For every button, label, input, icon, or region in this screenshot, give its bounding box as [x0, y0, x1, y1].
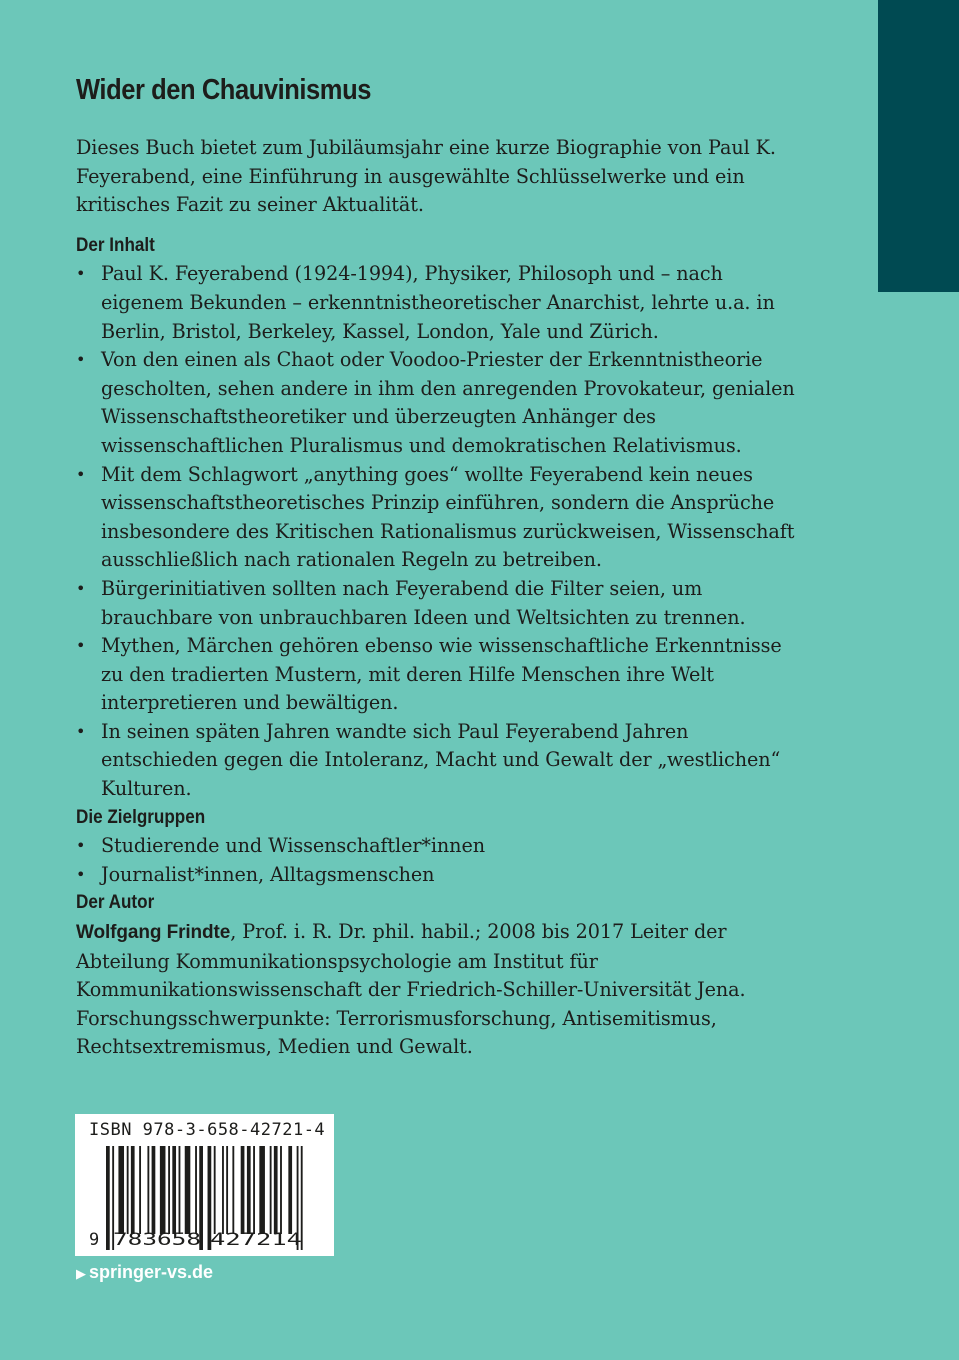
barcode-bar	[214, 1146, 216, 1234]
barcode-bar	[222, 1146, 224, 1234]
barcode-bar	[118, 1146, 124, 1234]
barcode-bar	[172, 1146, 176, 1234]
barcode-bar	[241, 1146, 245, 1234]
inhalt-heading: Der Inhalt	[76, 234, 155, 256]
barcode-bar	[195, 1146, 197, 1234]
inhalt-list	[76, 260, 796, 803]
bullet-icon: •	[76, 350, 86, 370]
barcode-bar	[179, 1146, 181, 1234]
bullet-icon: •	[76, 464, 86, 484]
triangle-right-icon: ▶	[76, 1266, 86, 1281]
autor-heading: Der Autor	[76, 892, 155, 914]
author-name: Wolfgang Frindte	[76, 922, 231, 944]
bullet-icon: •	[76, 836, 86, 856]
zielgruppen-list	[76, 832, 796, 889]
barcode-bar	[185, 1146, 191, 1234]
publisher-link-text: springer-vs.de	[89, 1262, 214, 1282]
ean-first-digit: 9	[89, 1230, 100, 1250]
list-item: • Journalist*innen, Alltagsmenschen	[76, 861, 796, 890]
bullet-icon: •	[76, 864, 86, 884]
barcode-bar	[270, 1146, 272, 1234]
barcode-bar	[247, 1146, 251, 1234]
list-item: • Mit dem Schlagwort „anything goes“ wollte Feyerabend kein neues wissenschaftstheoretisches Prinzip einführen, sondern die Ansprüche insbesondere des Kritischen Rationalismus zurückweisen, Wissenschaft ausschließlich nach rationalen Regeln zu betreiben.	[76, 462, 795, 572]
barcode-bar	[106, 1146, 110, 1250]
barcode-bar	[168, 1146, 170, 1234]
barcode-bar	[274, 1146, 278, 1234]
barcode-bar	[152, 1146, 156, 1234]
cover-title: Wider den Chauvinismus	[76, 74, 371, 106]
barcode-bar	[160, 1146, 166, 1234]
bullet-icon: •	[76, 721, 86, 741]
author-bio-text: , Prof. i. R. Dr. phil. habil.; 2008 bis 2017 Leiter der Abteilung Kommunikationspsychologie am Institut für Kommunikationswissenschaft der Friedrich-Schiller-Universität Jena. Forschungsschwerpunkte: Terrorismusforschung, Antisemitismus, Rechtsextremismus, Medien und Gewalt.	[76, 920, 746, 1059]
spine-color-band	[878, 0, 959, 292]
barcode-bars	[75, 1114, 334, 1256]
ean-left-digits: 783658	[113, 1230, 201, 1250]
barcode-bar	[127, 1146, 129, 1234]
list-item: • Studierende und Wissenschaftler*innen	[76, 832, 796, 861]
zielgruppen-heading: Die Zielgruppen	[76, 806, 206, 828]
barcode-bar	[259, 1146, 265, 1234]
isbn-label: ISBN 978-3-658-42721-4	[89, 1120, 326, 1140]
barcode-bar	[288, 1146, 292, 1234]
bullet-icon: •	[76, 636, 86, 656]
isbn-barcode	[75, 1114, 334, 1256]
barcode-bar	[232, 1146, 234, 1234]
barcode-bar	[226, 1146, 228, 1234]
list-item: • In seinen späten Jahren wandte sich Paul Feyerabend Jahren entschieden gegen die Intoleranz, Macht und Gewalt der „westlichen“ Kulturen.	[76, 719, 781, 801]
barcode-bar	[131, 1146, 135, 1234]
bullet-icon: •	[76, 264, 86, 284]
back-cover-text	[76, 70, 796, 1062]
list-item: • Mythen, Märchen gehören ebenso wie wissenschaftliche Erkenntnisse zu den tradierten Mustern, mit deren Hilfe Menschen ihre Welt interpretieren und bewältigen.	[76, 634, 782, 715]
barcode-bar	[280, 1146, 282, 1234]
list-item: • Bürgerinitiativen sollten nach Feyerabend die Filter seien, um brauchbare von unbrauchbaren Ideen und Weltsichten zu trennen.	[76, 576, 746, 629]
ean-right-digits: 427214	[210, 1230, 302, 1250]
barcode-bar	[139, 1146, 141, 1234]
list-item: • Paul K. Feyerabend (1924-1994), Physiker, Philosoph und – nach eigenem Bekunden – erkenntnistheoretischer Anarchist, lehrte u.a. in Berlin, Bristol, Berkeley, Kassel, London, Yale und Zürich.	[76, 262, 775, 343]
barcode-bar	[147, 1146, 149, 1234]
list-item: • Von den einen als Chaot oder Voodoo-Priester der Erkenntnistheorie gescholten, sehen andere in ihm den anregenden Provokateur, genialen Wissenschaftstheoretiker und überzeugten Anhänger des wissenschaftlichen Pluralismus und demokratischen Relativismus.	[76, 348, 795, 457]
barcode-bar	[253, 1146, 255, 1234]
intro-paragraph: Dieses Buch bietet zum Jubiläumsjahr eine kurze Biographie von Paul K. Feyerabend, eine Einführung in ausgewählte Schlüsselwerke und ein kritisches Fazit zu seiner Aktualität.	[76, 136, 776, 217]
author-bio	[76, 918, 796, 1062]
publisher-link[interactable]	[76, 1262, 213, 1283]
bullet-icon: •	[76, 578, 86, 598]
